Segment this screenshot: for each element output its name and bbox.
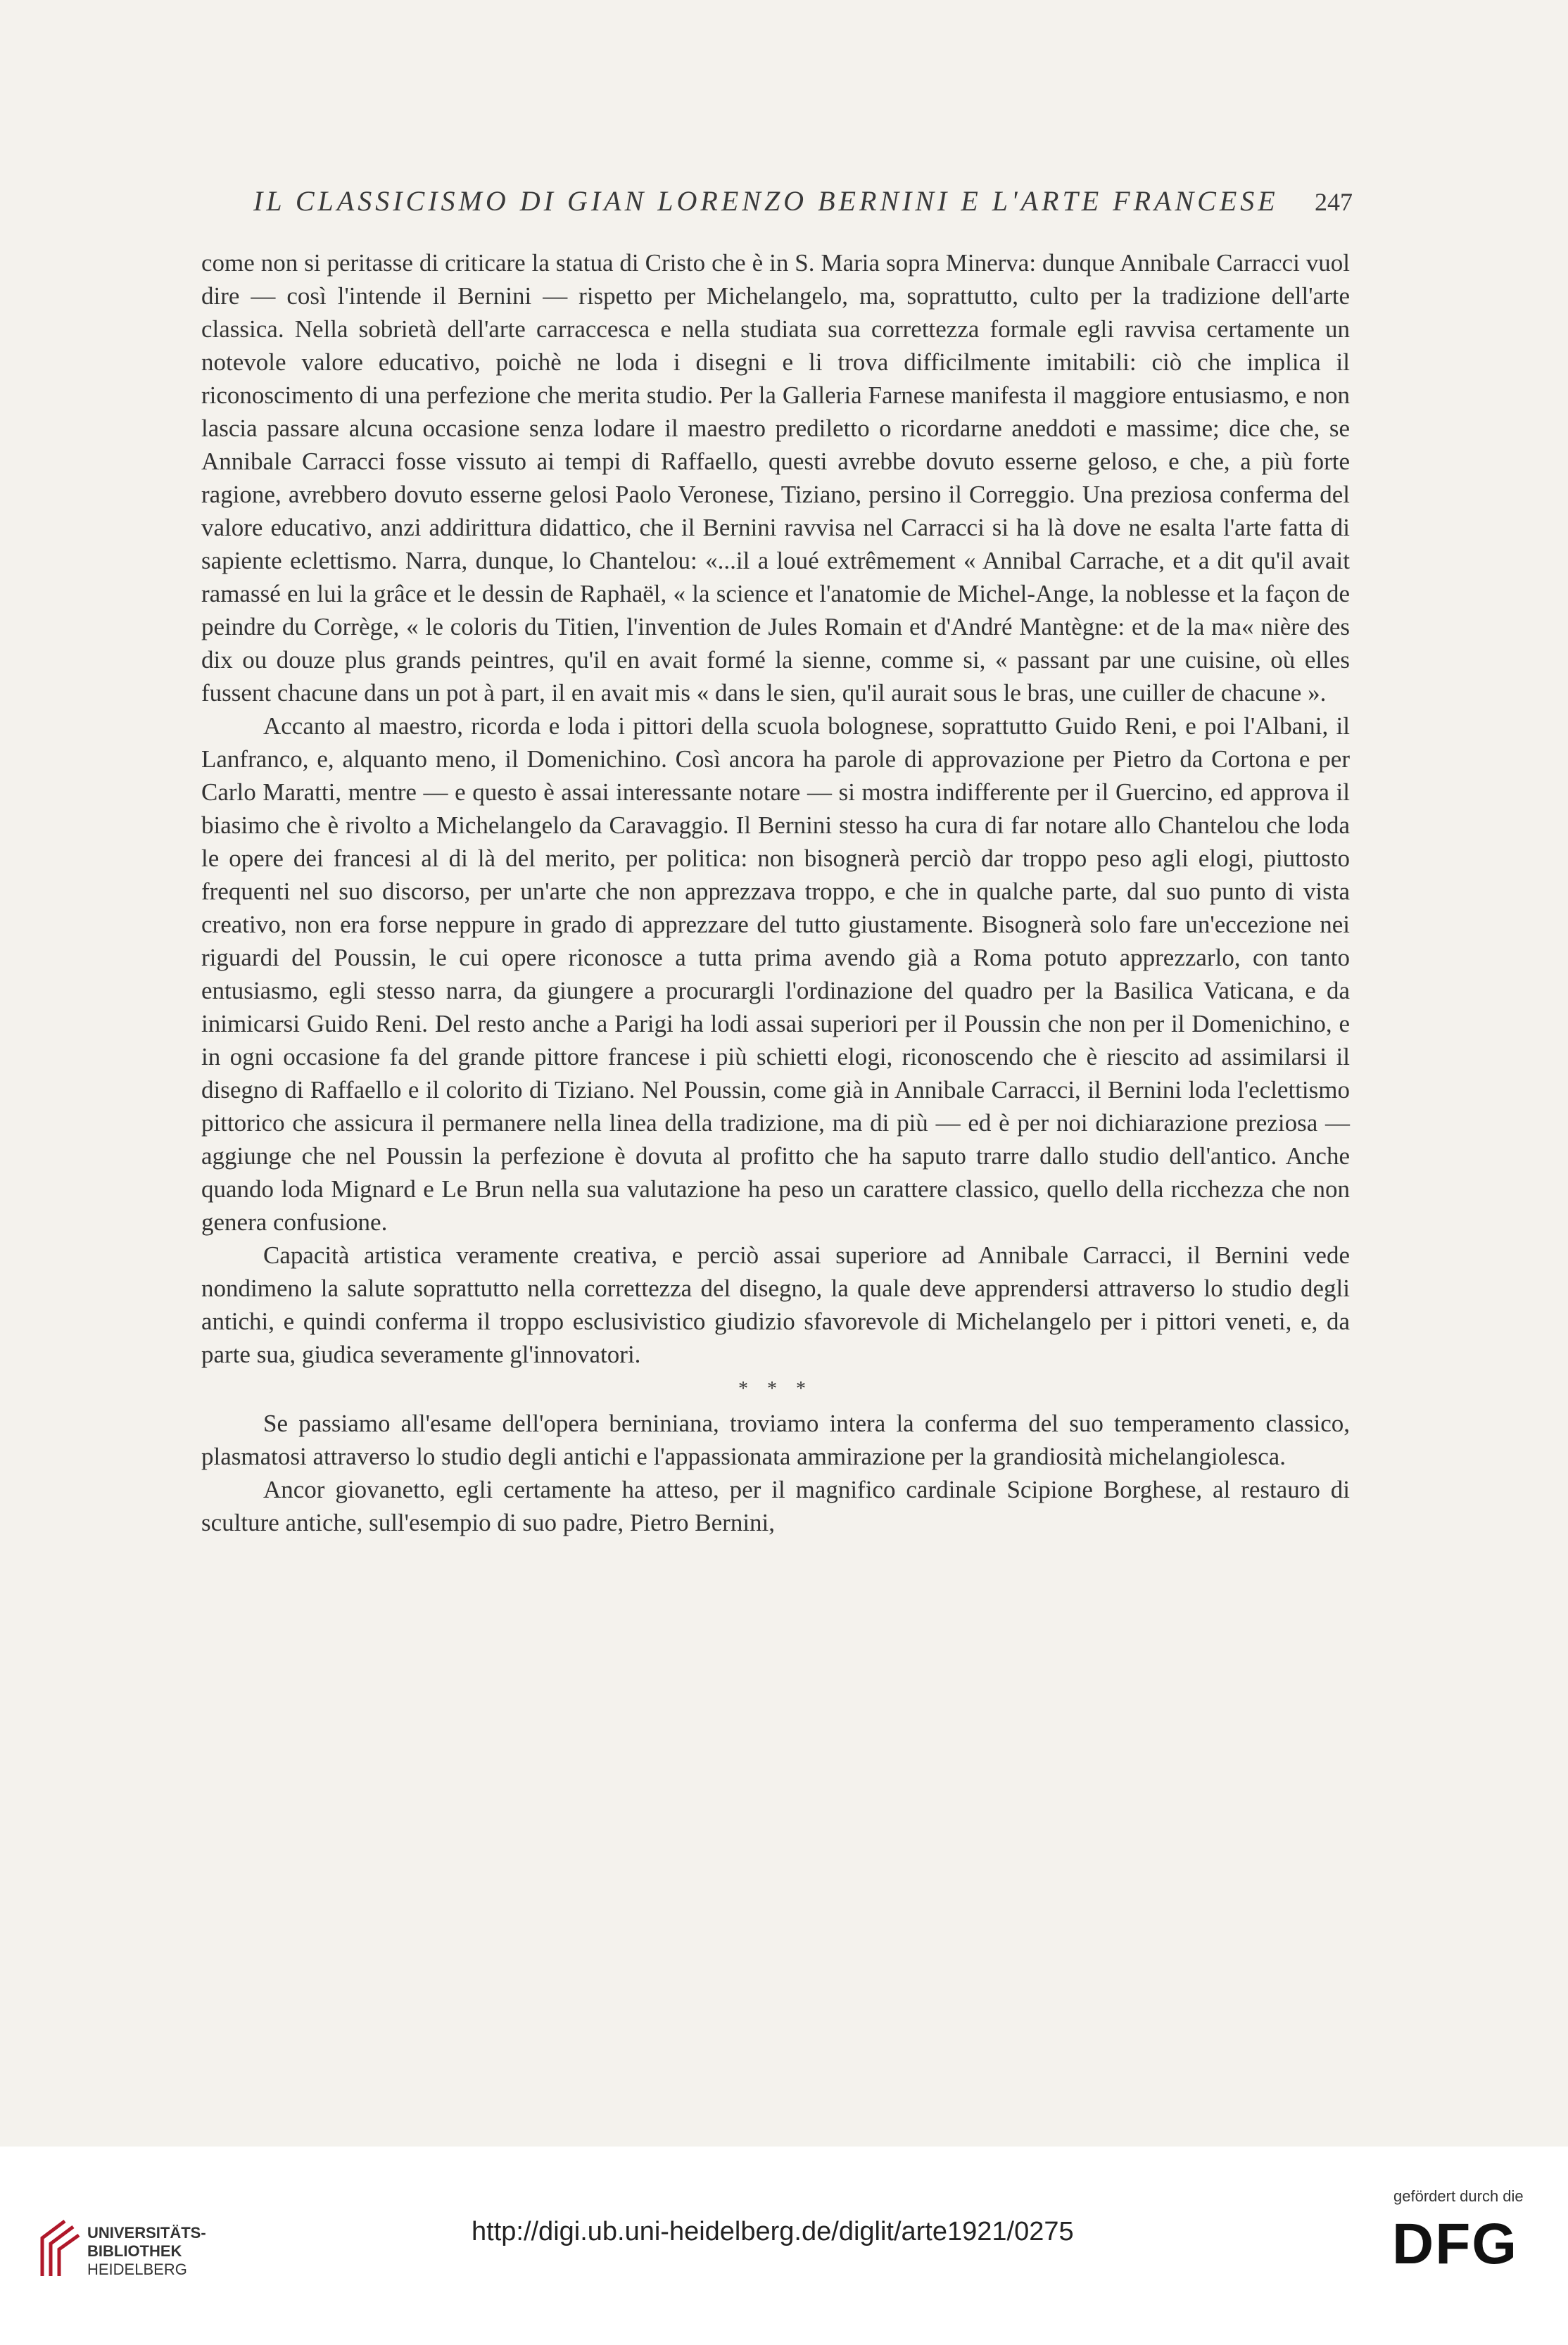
- source-url[interactable]: http://digi.ub.uni-heidelberg.de/diglit/arte1921/0275: [472, 2217, 1074, 2246]
- paragraph-2: Accanto al maestro, ricorda e loda i pittori della scuola bolognese, soprattutto Guido Reni, e poi l'Albani, il Lanfranco, e, alquanto meno, il Domenichino. Così ancora ha parole di approvazione per Pietro da Cortona e per Carlo Maratti, mentre — e questo è assai interessante notare — si mostra indifferente per il Guercino, ed approva il biasimo che è rivolto a Michelangelo da Caravaggio. Il Bernini stesso ha cura di far notare allo Chantelou che loda le opere dei francesi al di là del merito, per politica: non bisognerà perciò dar troppo peso agli elogi, piuttosto frequenti nel suo discorso, per un'arte che non apprezzava troppo, e che in qualche parte, dal suo punto di vista creativo, non era forse neppure in grado di apprezzare del tutto giustamente. Bisognerà solo fare un'eccezione nei riguardi del Poussin, le cui opere riconosce a tutta prima avendo già a Roma potuto apprezzarlo, con tanto entusiasmo, egli stesso narra, da giungere a procurargli l'ordinazione del quadro per la Basilica Vaticana, e da inimicarsi Guido Reni. Del resto anche a Parigi ha lodi assai superiori per il Poussin che non per il Domenichino, e in ogni occasione fa del grande pittore francese i più schietti elogi, riconoscendo che è riescito ad assimilarsi il disegno di Raffaello e il colorito di Tiziano. Nel Poussin, come già in Annibale Carracci, il Bernini loda l'eclettismo pittorico che assicura il permanere nella linea della tradizione, ma di più — ed è per noi dichiarazione preziosa — aggiunge che nel Poussin la perfezione è dovuta al profitto che ha saputo trarre dallo studio dell'antico. Anche quando loda Mignard e Le Brun nella sua valutazione ha peso un carattere classico, quello della ricchezza che non genera confusione.: [201, 712, 1350, 1236]
- dfg-logo-icon: [1392, 2214, 1533, 2270]
- paragraph-5: Ancor giovanetto, egli certamente ha atteso, per il magnifico cardinale Scipione Borghese, al restauro di sculture antiche, sull'esempio di suo padre, Pietro Bernini,: [201, 1476, 1350, 1536]
- library-line-3: HEIDELBERG: [87, 2261, 187, 2278]
- running-title: IL CLASSICISMO DI GIAN LORENZO BERNINI E L'ARTE FRANCESE: [253, 185, 1279, 217]
- dfg-logo-text: DFG: [1392, 2214, 1519, 2270]
- footer-bar: [0, 2147, 1568, 2345]
- library-name: [87, 2224, 206, 2279]
- page-number: 247: [1315, 188, 1353, 216]
- library-line-2: BIBLIOTHEK: [87, 2242, 182, 2260]
- section-divider: * * *: [738, 1378, 813, 1400]
- paragraph-4: Se passiamo all'esame dell'opera berniniana, troviamo intera la conferma del suo temperamento classico, plasmatosi attraverso lo studio degli antichi e l'appassionata ammirazione per la grandiosità michelangiolesca.: [201, 1410, 1350, 1470]
- body-text: [201, 246, 1350, 1539]
- funded-by-label: gefördert durch die: [1393, 2187, 1524, 2205]
- paragraph-3: Capacità artistica veramente creativa, e perciò assai superiore ad Annibale Carracci, il Bernini vede nondimeno la salute soprattutto nella correttezza del disegno, la quale deve apprendersi attraverso lo studio degli antichi, e quindi conferma il troppo esclusivistico giudizio sfavorevole di Michelangelo per i pittori veneti, e, da parte sua, giudica severamente gl'innovatori.: [201, 1241, 1350, 1368]
- paragraph-1: come non si peritasse di criticare la statua di Cristo che è in S. Maria sopra Minerva: dunque Annibale Carracci vuol dire — così l'intende il Bernini — rispetto per Michelangelo, ma, soprattutto, culto per la tradizione dell'arte classica. Nella sobrietà dell'arte carraccesca e nella studiata sua correttezza formale egli ravvisa certamente un notevole valore educativo, poichè ne loda i disegni e li trova difficilmente imitabili: ciò che implica il riconoscimento di una perfezione che merita studio. Per la Galleria Farnese manifesta il maggiore entusiasmo, e non lascia passare alcuna occasione senza lodare il maestro prediletto o ricordarne aneddoti e massime; dice che, se Annibale Carracci fosse vissuto ai tempi di Raffaello, questi avrebbe dovuto esserne geloso, e che, a più forte ragione, avrebbero dovuto esserne gelosi Paolo Veronese, Tiziano, persino il Correggio. Una preziosa conferma del valore educativo, anzi addirittura didattico, che il Bernini ravvisa nel Carracci si ha là dove ne esalta l'arte fatta di sapiente eclettismo. Narra, dunque, lo Chantelou: «...il a loué extrêmement « Annibal Carrache, et a dit qu'il avait ramassé en lui la grâce et le dessin de Raphaël, « la science et l'anatomie de Michel-Ange, la noblesse et la façon de peindre du Corrège, « le coloris du Titien, l'invention de Jules Romain et d'André Mantègne: et de la ma« nière des dix ou douze plus grands peintres, qu'il en avait formé la sienne, comme si, « passant par une cuisine, où elles fussent chacune dans un pot à part, il en avait mis « dans le sien, qu'il aurait sous le bras, une cuiller de chacune ».: [201, 249, 1350, 707]
- university-library-logo-icon: [37, 2217, 82, 2280]
- library-line-1: UNIVERSITÄTS-: [87, 2224, 206, 2242]
